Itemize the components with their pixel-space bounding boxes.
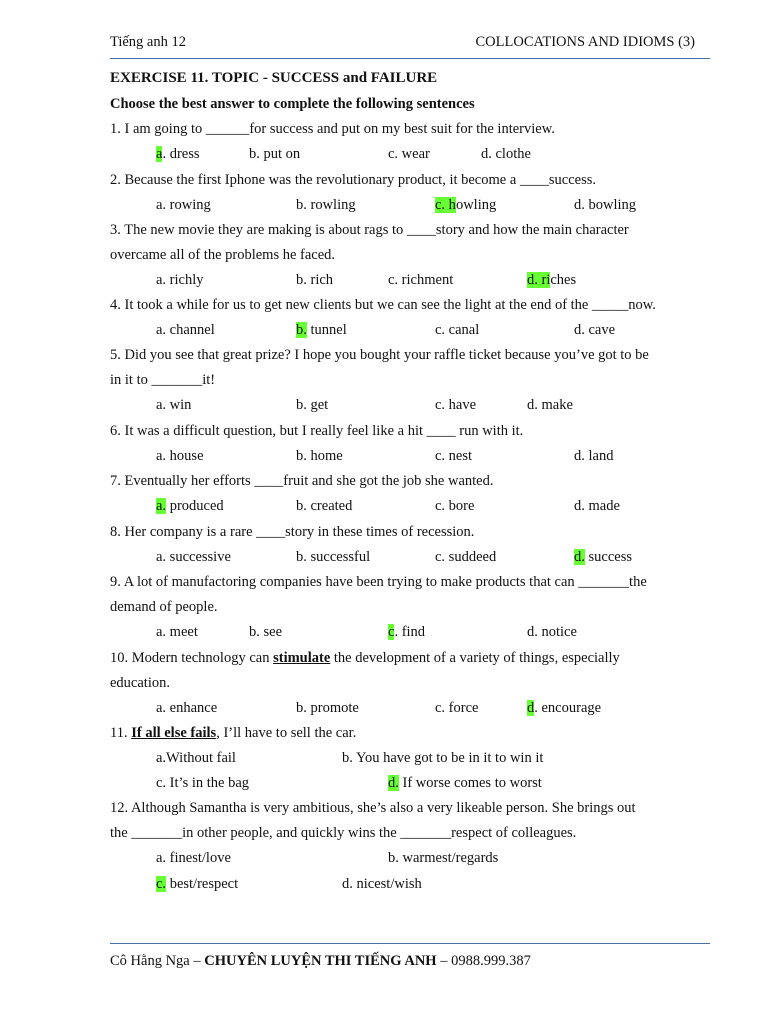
header-right: COLLOCATIONS AND IDIOMS (3) <box>475 34 695 50</box>
answer-option: c. wear <box>388 146 430 163</box>
answer-option: a. channel <box>156 322 215 339</box>
question-text: the _______in other people, and quickly wins the _______respect of colleagues. <box>110 825 577 842</box>
answer-option: c. suddeed <box>435 549 497 566</box>
answer-option: d. encourage <box>527 700 602 717</box>
answer-option: d. made <box>574 498 620 515</box>
answer-option: d. If worse comes to worst <box>388 775 542 792</box>
answer-option: c. It’s in the bag <box>156 775 250 792</box>
footer-rule <box>110 943 710 944</box>
header-left: Tiếng anh 12 <box>110 34 186 50</box>
answer-option: c. best/respect <box>156 875 239 892</box>
footer-name: Cô Hằng Nga – <box>110 953 205 969</box>
answer-option: b. tunnel <box>296 322 347 339</box>
answer-option: b. home <box>296 448 343 465</box>
answer-option: b. You have got to be in it to win it <box>342 750 544 767</box>
answer-option: c. canal <box>435 322 480 339</box>
answer-option: d. riches <box>527 272 577 289</box>
highlighted-answer: c. h <box>435 197 456 214</box>
highlighted-answer: d. <box>574 549 585 566</box>
question-text: 10. Modern technology can stimulate the development of a variety of things, especially <box>110 650 620 666</box>
answer-option: b. created <box>296 498 353 515</box>
highlighted-answer: c. <box>156 875 167 892</box>
question-text: 8. Her company is a rare ____story in these times of recession. <box>110 524 475 540</box>
answer-option: d. make <box>527 397 573 414</box>
answer-option: d. success <box>574 549 632 566</box>
answer-option: a. finest/love <box>156 850 231 867</box>
answer-option: b. put on <box>249 146 301 163</box>
question-text: 3. The new movie they are making is about rags to ____story and how the main character <box>110 222 629 238</box>
question-text: 6. It was a difficult question, but I really feel like a hit ____ run with it. <box>110 423 524 439</box>
answer-option: c. force <box>435 700 479 717</box>
highlighted-answer: d. ri <box>527 272 551 289</box>
question-text: in it to _______it! <box>110 372 216 389</box>
header-rule <box>110 58 710 59</box>
instruction: Choose the best answer to complete the following sentences <box>110 96 475 112</box>
answer-option: d. nicest/wish <box>342 875 422 892</box>
footer-brand: CHUYÊN LUYỆN THI TIẾNG ANH <box>204 953 437 969</box>
answer-option: a. house <box>156 448 204 465</box>
answer-option: c. have <box>435 397 477 414</box>
question-text: 4. It took a while for us to get new clients but we can see the light at the end of the _____now. <box>110 297 656 313</box>
exercise-title: EXERCISE 11. TOPIC - SUCCESS and FAILURE <box>110 70 438 86</box>
answer-option: b. warmest/regards <box>388 850 499 867</box>
question-text: 11. If all else fails, I’ll have to sell the car. <box>110 725 357 741</box>
question-text: 2. Because the first Iphone was the revolutionary product, it become a ____success. <box>110 172 597 188</box>
footer <box>110 953 531 970</box>
answer-option: b. rich <box>296 272 334 289</box>
answer-option: a.Without fail <box>156 750 236 767</box>
question-text: 5. Did you see that great prize? I hope you bought your raffle ticket because you’ve got to be <box>110 347 649 363</box>
answer-option: a. rowing <box>156 197 211 214</box>
answer-option: c. nest <box>435 448 473 465</box>
answer-option: a. meet <box>156 624 198 641</box>
answer-option: a. dress <box>156 146 200 163</box>
answer-option: b. successful <box>296 549 371 566</box>
answer-option: c. bore <box>435 498 475 515</box>
answer-option: c. howling <box>435 197 497 214</box>
answer-option: a. produced <box>156 498 224 515</box>
highlighted-answer: a. <box>156 498 167 515</box>
highlighted-answer: d. <box>388 775 399 792</box>
answer-option: a. win <box>156 397 192 414</box>
answer-option: b. rowling <box>296 197 356 214</box>
question-text: 7. Eventually her efforts ____fruit and she got the job she wanted. <box>110 473 494 489</box>
answer-option: b. see <box>249 624 283 641</box>
question-text: demand of people. <box>110 599 218 616</box>
highlighted-answer: d <box>527 700 535 717</box>
highlighted-answer: c <box>388 624 395 641</box>
underlined-phrase: If all else fails <box>131 725 217 741</box>
answer-option: c. richment <box>388 272 454 289</box>
underlined-phrase: stimulate <box>273 650 331 666</box>
answer-option: d. bowling <box>574 197 637 214</box>
answer-option: a. enhance <box>156 700 218 717</box>
highlighted-answer: b. <box>296 322 307 339</box>
question-text: education. <box>110 675 170 692</box>
answer-option: a. richly <box>156 272 204 289</box>
question-text: 1. I am going to ______for success and put on my best suit for the interview. <box>110 121 555 137</box>
answer-option: c. find <box>388 624 426 641</box>
answer-option: d. notice <box>527 624 577 641</box>
question-text: 9. A lot of manufactoring companies have been trying to make products that can _______the <box>110 574 647 590</box>
question-text: 12. Although Samantha is very ambitious, she’s also a very likeable person. She brings out <box>110 800 636 816</box>
answer-option: b. promote <box>296 700 359 717</box>
answer-option: b. get <box>296 397 329 414</box>
question-text: overcame all of the problems he faced. <box>110 247 336 264</box>
answer-option: a. successive <box>156 549 231 566</box>
footer-phone: – 0988.999.387 <box>436 953 531 969</box>
answer-option: d. cave <box>574 322 616 339</box>
highlighted-answer: a <box>156 146 163 163</box>
answer-option: d. land <box>574 448 614 465</box>
answer-option: d. clothe <box>481 146 531 163</box>
